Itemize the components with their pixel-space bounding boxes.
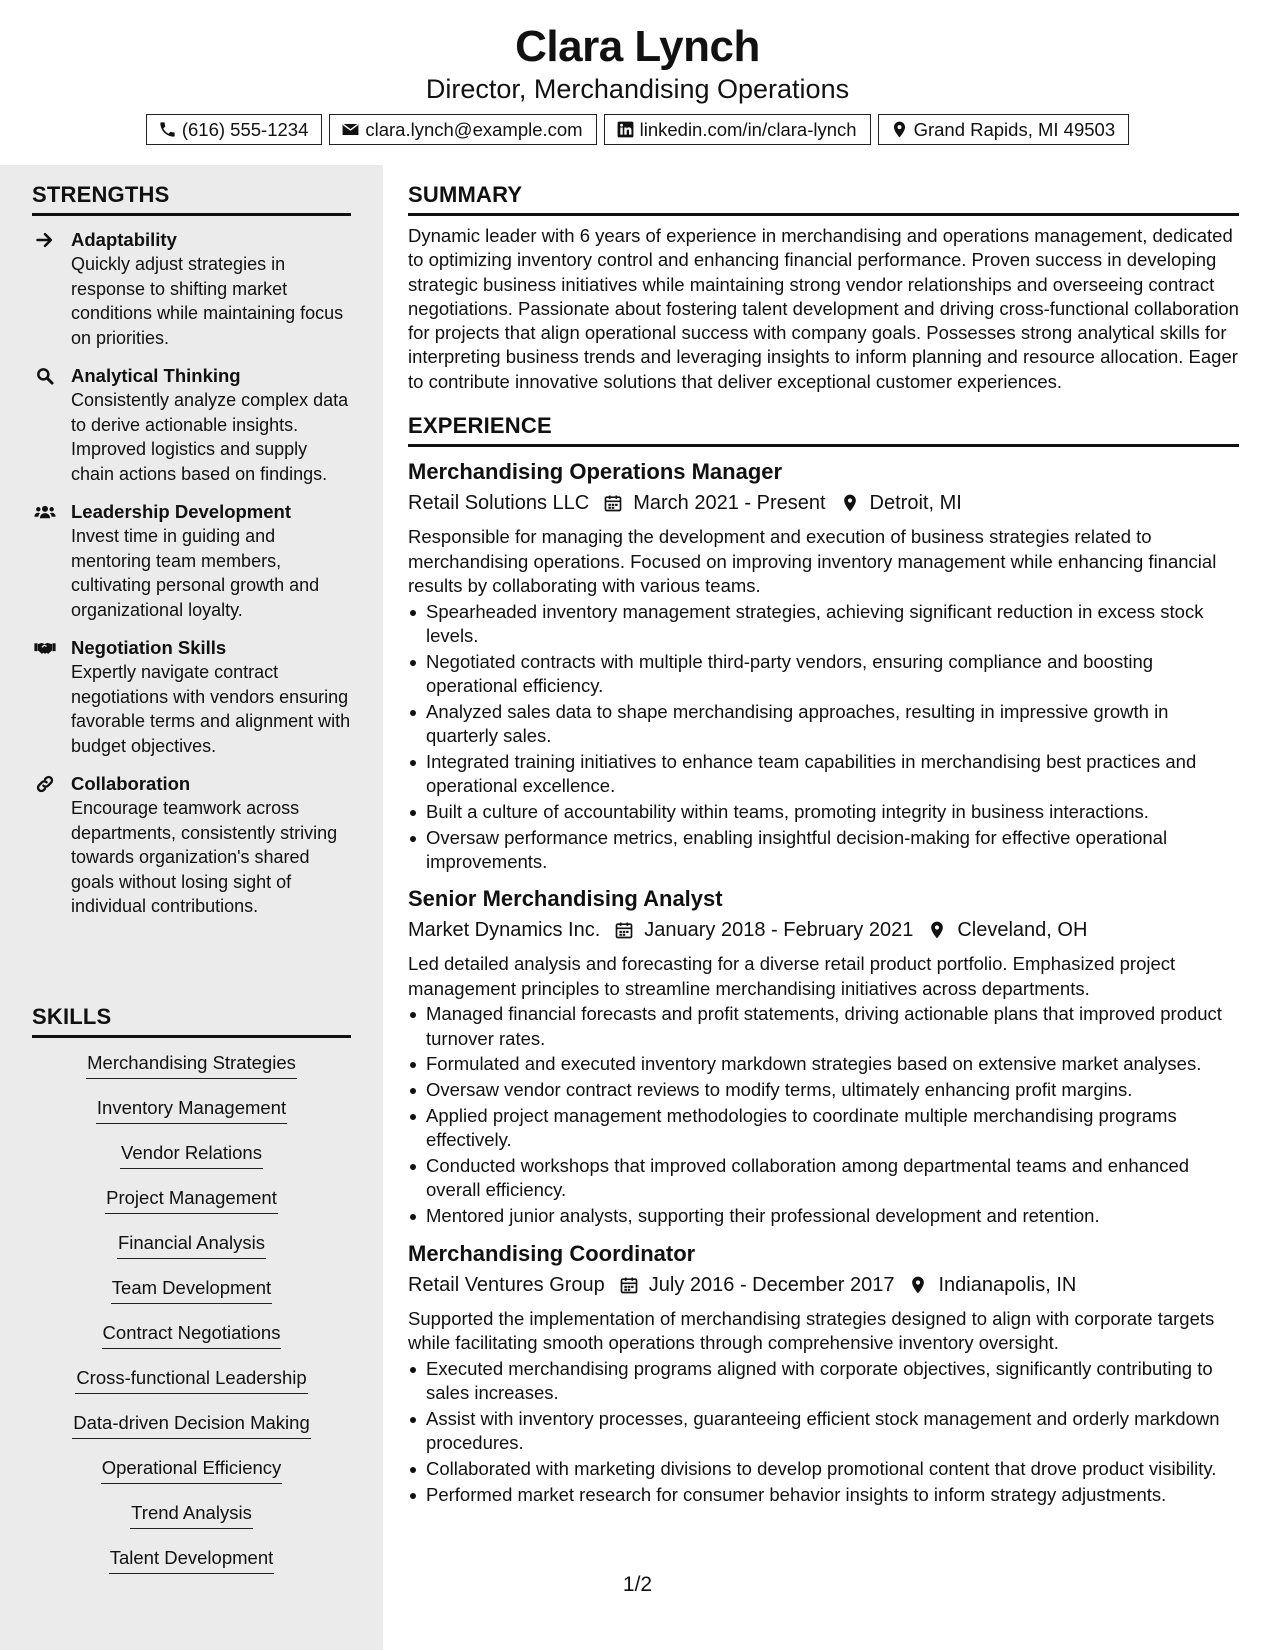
- bullet-item: Negotiated contracts with multiple third-party vendors, ensuring compliance and boosting operational efficiency.: [408, 650, 1239, 699]
- job-company: Market Dynamics Inc.: [408, 919, 601, 942]
- candidate-name: Clara Lynch: [515, 22, 760, 71]
- job-location: Detroit, MI: [869, 492, 962, 515]
- bullet-item: Mentored junior analysts, supporting their professional development and retention.: [408, 1204, 1239, 1228]
- strength-item: [32, 772, 351, 919]
- strength-title: Adaptability: [71, 229, 177, 250]
- job-description: Led detailed analysis and forecasting for a diverse retail product portfolio. Emphasized project management principles to streamline merchandising initiatives across departments.: [408, 953, 1176, 999]
- arrow-right-icon: [34, 230, 56, 250]
- map-pin-icon: [927, 920, 947, 940]
- contact-location-text: Grand Rapids, MI 49503: [913, 118, 1116, 140]
- skill-label: Project Management: [105, 1185, 278, 1214]
- contact-phone-text: (616) 555-1234: [181, 118, 309, 140]
- strength-desc: Quickly adjust strategies in response to shifting market conditions while maintaining focus on priorities.: [71, 254, 344, 348]
- link-icon: [34, 774, 56, 794]
- strength-item: [32, 636, 351, 758]
- experience-heading: EXPERIENCE: [408, 413, 1239, 447]
- bullet-item: Built a culture of accountability within teams, promoting integrity in business interactions.: [408, 800, 1239, 824]
- map-pin-icon: [908, 1275, 928, 1295]
- strength-desc: Expertly navigate contract negotiations with vendors ensuring favorable terms and alignment with budget objectives.: [71, 662, 351, 756]
- bullet-item: Spearheaded inventory management strategies, achieving significant reduction in excess stock levels.: [408, 600, 1239, 649]
- skill-label: Financial Analysis: [117, 1230, 266, 1259]
- job-dates: January 2018 - February 2021: [644, 919, 914, 942]
- job-company: Retail Solutions LLC: [408, 492, 590, 515]
- contact-linkedin-text: linkedin.com/in/clara-lynch: [639, 118, 857, 140]
- page-number: 1/2: [622, 1573, 653, 1596]
- candidate-title: Director, Merchandising Operations: [425, 74, 850, 104]
- bullet-item: Analyzed sales data to shape merchandising approaches, resulting in impressive growth in quarterly sales.: [408, 700, 1239, 749]
- strength-item: [32, 500, 351, 622]
- sidebar: [0, 165, 383, 1650]
- job-meta: [408, 488, 1239, 518]
- summary-text: Dynamic leader with 6 years of experience in merchandising and operations management, dedicated to optimizing inventory control and enhancing financial performance. Proven success in developing strategic business initiatives while maintaining strong vendor relationships and overseeing contract negotiations. Passionate about fostering talent development and driving cross-functional collaboration for projects that align operational success with company goals. Possesses strong analytical skills for interpreting business trends and leveraging insights to inform planning and resource allocation. Eager to contribute innovative solutions that deliver exceptional customer experiences.: [408, 225, 1239, 392]
- calendar-icon: [619, 1275, 639, 1295]
- job-title: Senior Merchandising Analyst: [408, 886, 723, 912]
- contact-phone[interactable]: [146, 114, 323, 145]
- contact-linkedin[interactable]: [604, 114, 871, 145]
- bullet-item: Executed merchandising programs aligned with corporate objectives, significantly contributing to sales increases.: [408, 1357, 1239, 1406]
- job-dates: July 2016 - December 2017: [648, 1273, 895, 1296]
- skill-item: [32, 1230, 351, 1275]
- job-entry: [408, 457, 1239, 874]
- bullet-item: Assist with inventory processes, guaranteeing efficient stock management and orderly markdown procedures.: [408, 1407, 1239, 1456]
- skill-label: Operational Efficiency: [101, 1455, 283, 1484]
- job-description: Supported the implementation of merchandising strategies designed to align with corporate targets while facilitating smooth operations through comprehensive inventory oversight.: [408, 1307, 1215, 1354]
- job-company: Retail Ventures Group: [408, 1273, 605, 1296]
- skills-list: [32, 1050, 351, 1590]
- job-bullets: [408, 1002, 1239, 1228]
- skill-item: [32, 1320, 351, 1365]
- skill-label: Talent Development: [109, 1545, 275, 1574]
- job-dates: March 2021 - Present: [633, 492, 826, 515]
- job-location: Indianapolis, IN: [938, 1273, 1077, 1296]
- skill-label: Data-driven Decision Making: [72, 1410, 311, 1439]
- summary-heading: SUMMARY: [408, 182, 1239, 216]
- job-description: Responsible for managing the development and execution of business strategies related to merchandising operations. Focused on improving inventory management while enhancing financial results by collaborating with various teams.: [408, 526, 1217, 597]
- skill-label: Trend Analysis: [130, 1500, 253, 1529]
- skill-item: [32, 1140, 351, 1185]
- strength-title: Negotiation Skills: [71, 637, 227, 658]
- bullet-item: Performed market research for consumer behavior insights to inform strategy adjustments.: [408, 1483, 1239, 1507]
- job-meta: [408, 915, 1239, 945]
- strength-title: Collaboration: [71, 773, 191, 794]
- skill-item: [32, 1185, 351, 1230]
- job-bullets: [408, 1357, 1239, 1507]
- skill-item: [32, 1455, 351, 1500]
- strength-title: Analytical Thinking: [71, 365, 241, 386]
- skill-label: Contract Negotiations: [102, 1320, 282, 1349]
- job-bullets: [408, 600, 1239, 875]
- job-title: Merchandising Coordinator: [408, 1240, 696, 1266]
- main-column: [408, 165, 1239, 1508]
- skills-heading: SKILLS: [32, 1004, 351, 1038]
- map-pin-icon: [890, 120, 909, 139]
- job-entry: [408, 884, 1239, 1228]
- handshake-icon: [34, 638, 56, 658]
- users-icon: [34, 502, 56, 522]
- bullet-item: Managed financial forecasts and profit statements, driving actionable plans that improved product turnover rates.: [408, 1002, 1239, 1051]
- contact-email-text: clara.lynch@example.com: [365, 118, 583, 140]
- skill-item: [32, 1275, 351, 1320]
- skill-label: Vendor Relations: [120, 1140, 263, 1169]
- calendar-icon: [614, 920, 634, 940]
- strength-item: [32, 228, 351, 350]
- bullet-item: Formulated and executed inventory markdown strategies based on extensive market analyses.: [408, 1052, 1239, 1076]
- skill-label: Team Development: [111, 1275, 272, 1304]
- job-location: Cleveland, OH: [957, 919, 1088, 942]
- strength-desc: Encourage teamwork across departments, consistently striving towards organization's shared goals without losing sight of individual contributions.: [71, 798, 338, 916]
- map-pin-icon: [840, 493, 860, 513]
- strength-desc: Consistently analyze complex data to derive actionable insights. Improved logistics and supply chain actions based on findings.: [71, 390, 349, 484]
- magnifier-icon: [34, 366, 56, 386]
- skill-item: [32, 1365, 351, 1410]
- skill-item: [32, 1050, 351, 1095]
- skill-item: [32, 1410, 351, 1455]
- contact-email[interactable]: [329, 114, 596, 145]
- linkedin-icon: [616, 120, 635, 139]
- skill-label: Merchandising Strategies: [86, 1050, 297, 1079]
- calendar-icon: [603, 493, 623, 513]
- strength-title: Leadership Development: [71, 501, 292, 522]
- contact-location[interactable]: [878, 114, 1130, 145]
- job-meta: [408, 1270, 1239, 1300]
- strength-item: [32, 364, 351, 486]
- skill-item: [32, 1095, 351, 1140]
- bullet-item: Oversaw performance metrics, enabling insightful decision-making for effective operational improvements.: [408, 826, 1239, 875]
- strength-desc: Invest time in guiding and mentoring team members, cultivating personal growth and organizational loyalty.: [71, 526, 320, 620]
- job-entry: [408, 1239, 1239, 1507]
- contact-bar: [0, 114, 1275, 145]
- envelope-icon: [341, 120, 360, 139]
- skill-label: Inventory Management: [96, 1095, 287, 1124]
- strengths-list: [32, 228, 351, 933]
- bullet-item: Collaborated with marketing divisions to develop promotional content that drove product visibility.: [408, 1457, 1239, 1481]
- bullet-item: Integrated training initiatives to enhance team capabilities in merchandising best practices and operational excellence.: [408, 750, 1239, 799]
- bullet-item: Oversaw vendor contract reviews to modify terms, ultimately enhancing profit margins.: [408, 1078, 1239, 1102]
- skill-label: Cross-functional Leadership: [75, 1365, 307, 1394]
- bullet-item: Applied project management methodologies to coordinate multiple merchandising programs effectively.: [408, 1104, 1239, 1153]
- skill-item: [32, 1500, 351, 1545]
- job-title: Merchandising Operations Manager: [408, 459, 783, 485]
- strengths-heading: STRENGTHS: [32, 182, 351, 216]
- resume-header: [0, 0, 1275, 165]
- phone-icon: [158, 120, 177, 139]
- bullet-item: Conducted workshops that improved collaboration among departmental teams and enhanced overall efficiency.: [408, 1154, 1239, 1203]
